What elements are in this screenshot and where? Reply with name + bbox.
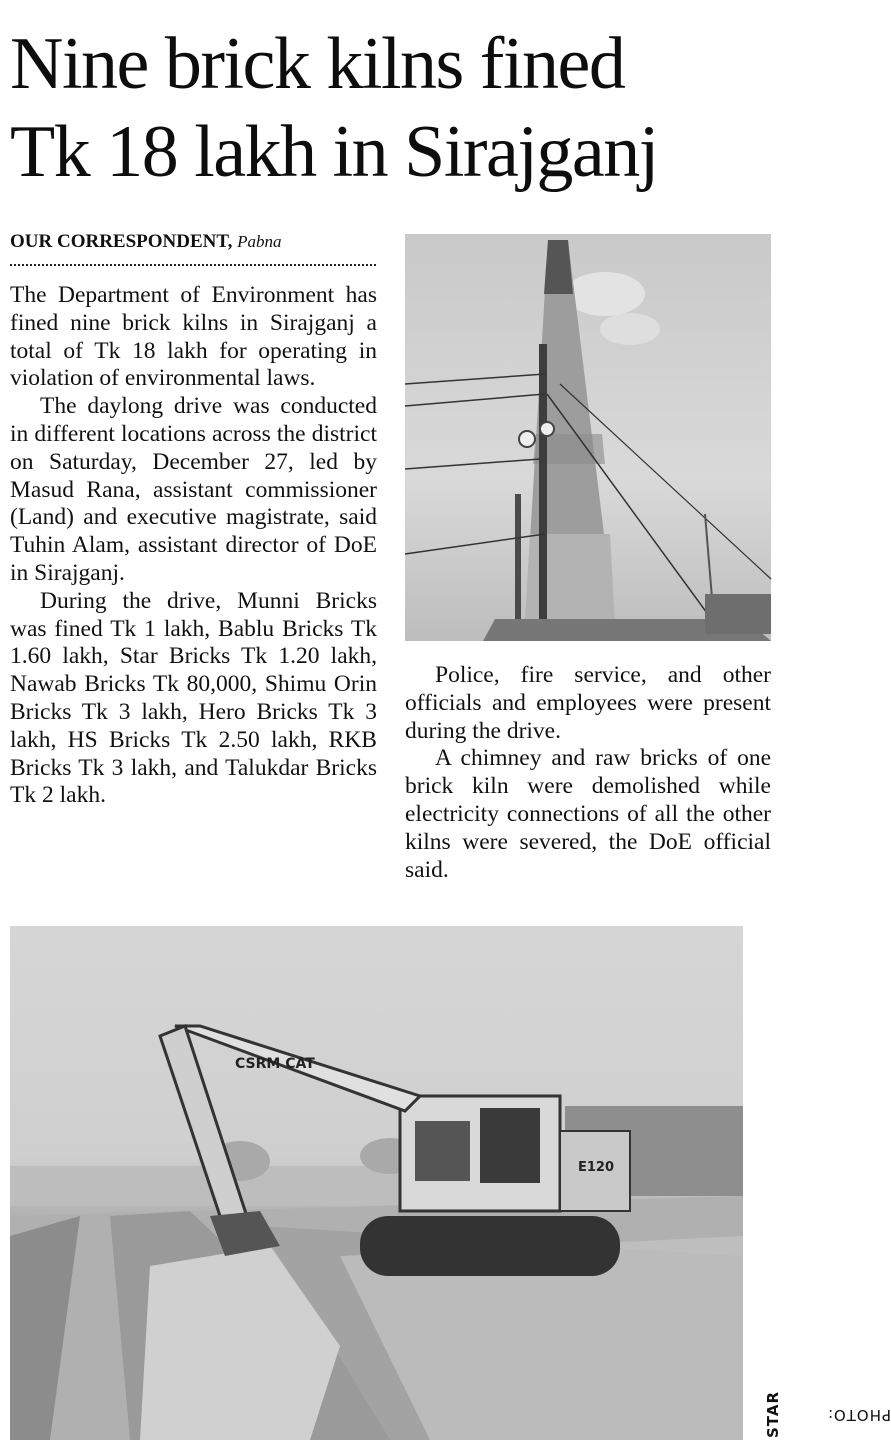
paragraph-4: Police, fire service, and other officials and employees were present during the drive. bbox=[405, 662, 771, 744]
photo-credit-source: STAR bbox=[764, 1390, 782, 1438]
headline-line-2: Tk 18 lakh in Sirajganj bbox=[10, 111, 658, 193]
chimney-photo bbox=[405, 234, 771, 641]
byline-divider bbox=[10, 264, 376, 266]
paragraph-1: The Department of Environment has fined nine brick kilns in Sirajganj a total of Tk 18 lakh for operating in violation of environmental laws. bbox=[10, 282, 377, 392]
paragraph-5: A chimney and raw bricks of one brick kiln were demolished while electricity connections of all the other kilns were severed, the DoE official said. bbox=[405, 745, 771, 883]
excavator-model-label: E120 bbox=[578, 1160, 615, 1175]
headline-line-1: Nine brick kilns fined bbox=[10, 23, 625, 105]
article-column-right bbox=[405, 662, 771, 884]
byline-place: Pabna bbox=[237, 232, 282, 251]
excavator-boom-label: CSRM CAT bbox=[235, 1056, 315, 1072]
chimney-illustration bbox=[405, 234, 771, 641]
byline-correspondent: OUR CORRESPONDENT, bbox=[10, 231, 233, 252]
headline bbox=[10, 20, 780, 196]
paragraph-2: The daylong drive was conducted in different locations across the district on Saturday, December 27, led by Masud Rana, assistant commissioner (Land) and executive magistrate, said Tuhin Alam, assistant director of DoE in Sirajganj. bbox=[10, 393, 377, 586]
paragraph-3: During the drive, Munni Bricks was fined Tk 1 lakh, Bablu Bricks Tk 1.60 lakh, Star Bricks Tk 1.20 lakh, Nawab Bricks Tk 80,000, Shimu Orin Bricks Tk 3 lakh, Hero Bricks Tk 3 lakh, HS Bricks Tk 2.50 lakh, RKB Bricks Tk 3 lakh, and Talukdar Bricks Tk 2 lakh. bbox=[10, 587, 377, 809]
article-column-left bbox=[10, 282, 377, 810]
byline bbox=[10, 230, 376, 254]
photo-credit-prefix: PHOTO: bbox=[827, 1406, 891, 1424]
photo-credit bbox=[750, 1312, 891, 1438]
excavator-illustration bbox=[10, 926, 743, 1440]
excavator-photo bbox=[10, 926, 743, 1440]
